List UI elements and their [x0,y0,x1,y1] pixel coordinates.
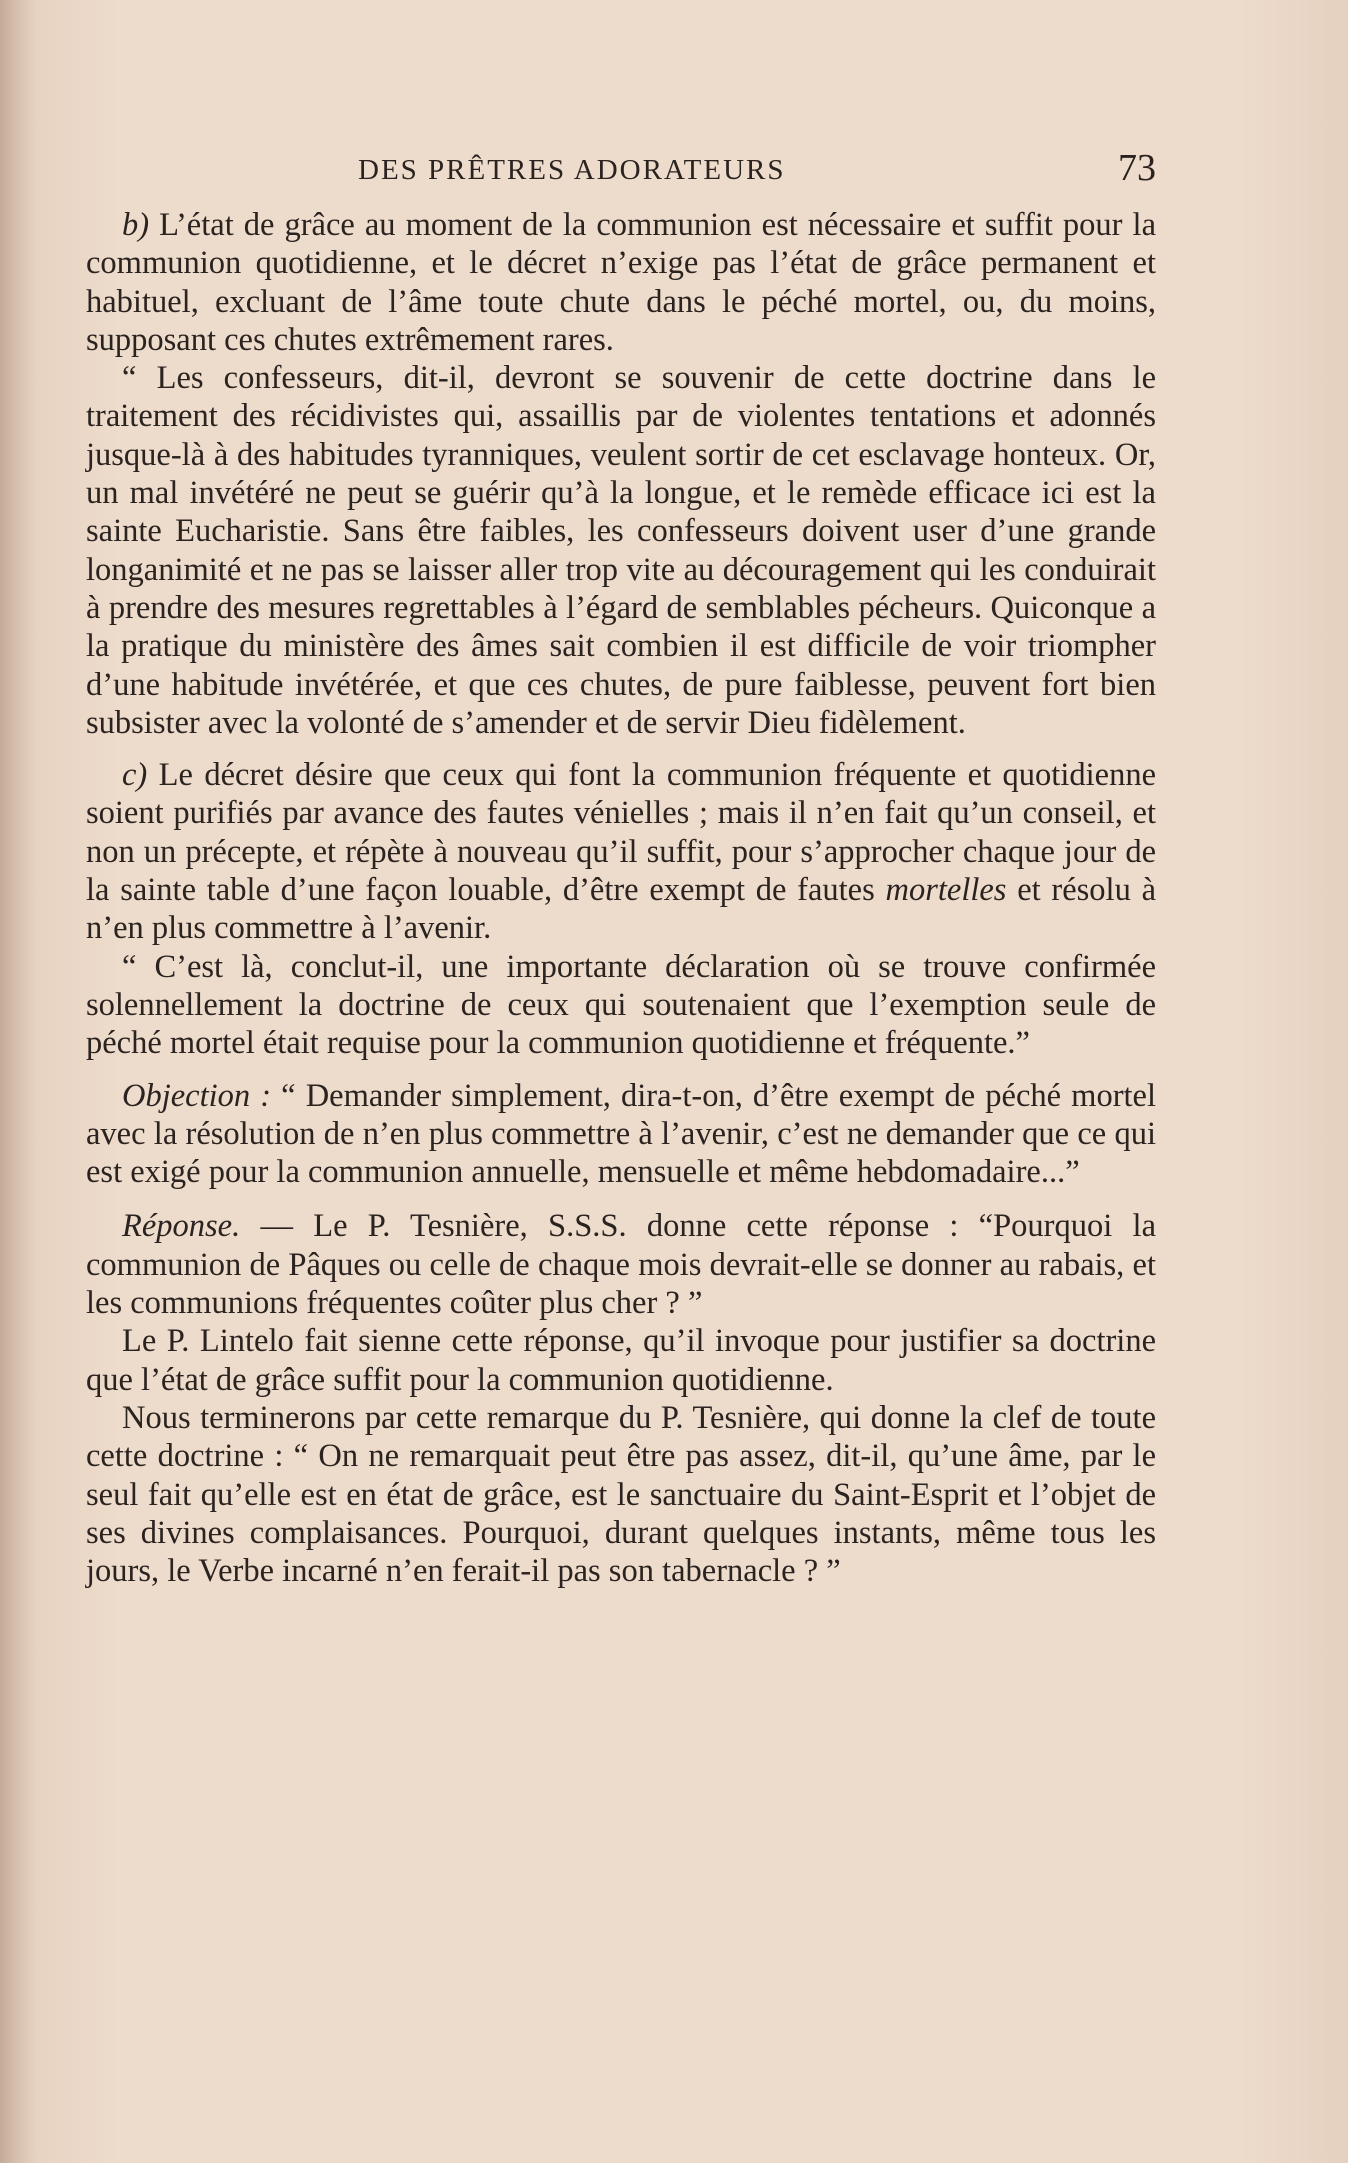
paragraph-lead: Objection : [122,1077,272,1114]
paragraph-emphasis: mortelles [885,872,1007,909]
running-title: DES PRÊTRES ADORATEURS [358,154,786,186]
paragraph-text: “ Demander simplement, dira-t-on, d’être exempt de péché mortel avec la résolution de n’en plus commettre à l’avenir, c’est ne demander que ce qui est exigé pour la communion annuelle, mensuelle et même hebdomadaire...” [86,1077,1156,1191]
paragraph-quote-confessors [86,359,1156,742]
paragraph-lead: Réponse. [122,1208,241,1245]
paragraph-conclusion [86,1399,1156,1590]
body-text [86,206,1156,1590]
paragraph-objection [86,1077,1156,1192]
paragraph-text: L’état de grâce au moment de la communion est nécessaire et suffit pour la communion quotidienne, et le décret n’exige pas l’état de grâce permanent et habituel, excluant de l’âme toute chute dans le péché mortel, ou, du moins, supposant ces chutes extrêmement rares. [86,207,1156,358]
page-number: 73 [1118,147,1156,189]
page-header [88,146,1156,196]
paragraph-text: Nous terminerons par cette remarque du P. Tesnière, qui donne la clef de toute cette doctrine : “ On ne remarquait peut être pas assez, dit-il, qu’une âme, par le seul fait qu’elle est en état de grâce, est le sanctuaire du Saint-Esprit et l’objet de ses divines complaisances. Pourquoi, durant quelques instants, même tous les jours, le Verbe incarné n’en ferait-il pas son tabernacle ? ” [86,1399,1156,1590]
paragraph-text: Le P. Lintelo fait sienne cette réponse, qu’il invoque pour justifier sa doctrine que l’état de grâce suffit pour la communion quotidienne. [86,1323,1156,1398]
paragraph-text: — Le P. Tesnière, S.S.S. donne cette réponse : “Pourquoi la communion de Pâques ou celle de chaque mois devrait-elle se donner au rabais, et les communions fréquentes coûter plus cher ? ” [86,1208,1156,1322]
paragraph-text-tail: et résolu à n’en plus commettre à l’avenir. [86,872,1156,947]
paragraph-response [86,1207,1156,1322]
paragraph-b [86,206,1156,359]
paragraph-text: “ Les confesseurs, dit-il, devront se souvenir de cette doctrine dans le traitement des récidivistes qui, assaillis par de violentes tentations et adonnés jusque-là à des habitudes tyranniques, veulent sortir de cet esclavage honteux. Or, un mal invétéré ne peut se guérir qu’à la longue, et le remède efficace ici est la sainte Eucharistie. Sans être faibles, les confesseurs doivent user d’une grande longanimité et ne pas se laisser aller trop vite au découragement qui les conduirait à prendre des mesures regrettables à l’égard de semblables pécheurs. Quiconque a la pratique du ministère des âmes sait combien il est difficile de voir triompher d’une habitude invétérée, et que ces chutes, de pure faiblesse, peuvent fort bien subsister avec la volonté de s’amender et de servir Dieu fidèlement. [86,360,1156,741]
paragraph-text: “ C’est là, conclut-il, une importante déclaration où se trouve confirmée solennellement la doctrine de ceux qui soutenaient que l’exemption seule de péché mortel était requise pour la communion quotidienne et fréquente.” [86,948,1156,1062]
paragraph-text: Le décret désire que ceux qui font la communion fréquente et quotidienne soient purifiés par avance des fautes vénielles ; mais il n’en fait qu’un conseil, et non un précepte, et répète à nouveau qu’il suffit, pour s’approcher chaque jour de la sainte table d’une façon louable, d’être exempt de fautes [86,757,1156,909]
paragraph-quote-declaration [86,948,1156,1063]
paragraph-lintelo [86,1322,1156,1399]
paragraph-c [86,756,1156,947]
spine-shadow [0,0,34,2163]
paragraph-lead: c) [122,757,148,794]
paragraph-lead: b) [122,207,150,243]
